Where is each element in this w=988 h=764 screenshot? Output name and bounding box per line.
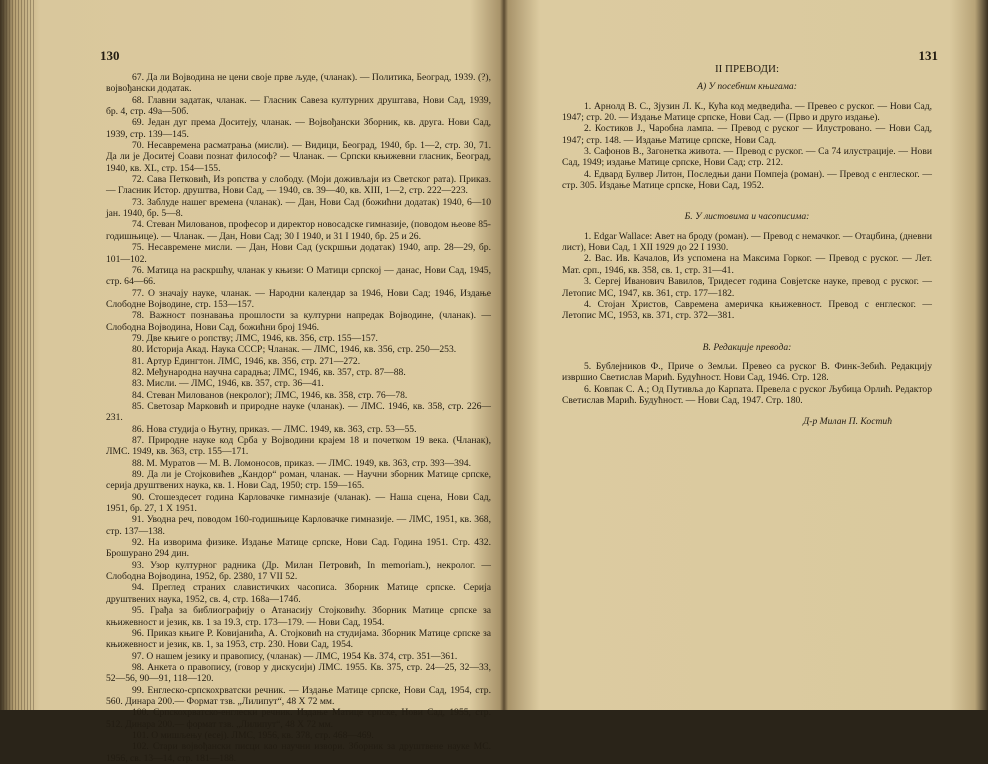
bibliography-entry: 102. Стари војвођански писци као научни извори. Зборник за друштвене науке МС. 1956, св. 13—14, стр. 181—188. [106,741,491,764]
bibliography-entry: 95. Грађа за библиографију о Атанасију Стојковићу. Зборник Матице српске за књижевност и језик, кв. 1 за 19.3, стр. 173—179. — Нови Сад, 1954. [106,605,491,628]
bibliography-entry: 100. Српскохрватско-енглески речник. Издање Матице српске, Нови Сад, 1955, стр. 512. Динара 200.— формат тзв. „Лилипут“, 48 X 72 мм. [106,707,491,730]
bibliography-entry: 79. Две књиге о ропству; ЛМС, 1946, кв. 356, стр. 155—157. [132,332,378,344]
page-number: 131 [918,48,938,63]
section-heading: II ПРЕВОДИ: [714,63,780,75]
bibliography-entry: 99. Енглеско-српскохрватски речник. — Издање Матице српске, Нови Сад, 1954, стр. 560. Динара 200.— Формат тзв. „Лилипут“, 48 X 72 мм. [106,684,491,707]
page-number: 130 [100,48,120,63]
bibliography-entry: 91. Уводна реч, поводом 160-годишњице Карловачке гимназије. — ЛМС, 1951, кв. 368, стр. 137—138. [106,514,491,537]
translation-entry: 1. Edgar Wallace: Авет на броду (роман). — Превод с немачког. — Отаџбина, (дневни лист), Нови Сад, 1 XII 1929 до 22 I 1930. [562,230,932,254]
bibliography-entry: 92. На изворима физике. Издање Матице српске, Нови Сад. Година 1951. Стр. 432. Брошурано 294 дин. [106,537,491,560]
bibliography-entry: 80. Историја Акад. Наука СССР; Чланак. — ЛМС, 1946, кв. 356, стр. 250—253. [132,344,457,356]
subsection-title: В. Редакције превода: [702,341,792,353]
translation-entry: 3. Сергеј Иванович Вавилов, Тридесет година Совјетске науке, превод с руског. — Летопис МС, 1947, кв. 361, стр. 177—182. [562,276,932,299]
bibliography-entry: 89. Да ли је Стојковићев „Кандор“ роман, чланак. — Научни зборник Матице српске, серија друштвених наука, кв. 1. Нови Сад, 1950; стр. 159—165. [106,469,491,492]
bibliography-entry: 69. Један дуг према Доситеју, чланак. — Војвођански Зборник, кв. друга. Нови Сад, 1939, стр. 139—145. [106,117,491,140]
bibliography-entry: 82. Међународна научна сарадња; ЛМС, 1946, кв. 357, стр. 87—88. [132,366,406,378]
translation-entry: 2. Костиков Ј., Чаробна лампа. — Превод с руског — Илустровано. — Нови Сад, 1947; стр. 148. — Издање Матице српске, Нови Сад. [562,123,932,146]
translation-entry: 3. Сафонов В., Загонетка живота. — Превод с руског. — Са 74 илустрације. — Нови Сад, 1949; издање Матице српске, Нови Сад; стр. 212. [562,146,932,169]
bibliography-entry: 93. Узор културног радника (Др. Милан Петровић, In memoriam.), некролог. — Слободна Војводина, 1952, бр. 2380, 17 VII 52. [106,559,491,583]
bibliography-entry: 78. Важност познавања прошлости за културни напредак Војводине, (чланак). — Слободна Војводина, Нови Сад, божићни број 1946. [106,310,491,333]
translation-entry: 4. Едвард Булвер Литон, Последњи дани Помпеја (роман). — Превод с енглеског. — стр. 305. Издање Матице српске, Нови Сад, 1952. [562,168,932,192]
translation-entry: 5. Бублејников Ф., Приче о Земљи. Превео са руског В. Финк-Зебић. Редакцију извршио Светислав Марић. Будућност. Нови Сад, 1946. Стр. 128. [562,360,932,384]
bibliography-entry: 101. О мишљењу (есеј). ЛМС, 1956, кв. 378, стр. 468—469. [132,729,374,741]
bibliography-entry: 97. О нашем језику и правопису, (чланак) — ЛМС, 1954 Кв. 374, стр. 351—361. [132,650,458,662]
bibliography-list [106,72,491,764]
bibliography-entry: 76. Матица на раскршћу, чланак у књизи: О Матици српској — данас, Нови Сад, 1945, стр. 64—66. [106,264,491,288]
translations-section [562,64,932,428]
bibliography-entry: 96. Приказ књиге Р. Ковијанића, А. Стојковић на студијама. Зборник Матице српске за књижевност и језик, кв. 1, за 1953, стр. 230. Нови Сад, 1954. [106,627,491,651]
bibliography-entry: 75. Несавремене мисли. — Дан, Нови Сад (ускршњи додатак) 1940, апр. 28—29, бр. 101—102. [106,242,491,265]
translation-entry: 2. Вас. Ив. Качалов, Из успомена на Максима Горког. — Превод с руског. — Лет. Мат. срп., 1946, кв. 358, св. 1, стр. 31—41. [562,253,932,276]
bibliography-entry: 70. Несавремена расматрања (мисли). — Видици, Београд, 1940, бр. 1—2, стр. 30, 71. Да ли је Доситеј Соави познат философ? — Чланак. — Српски књижевни гласник, Београд, 1940, кв. XL, стр. 154—155. [106,140,491,174]
bibliography-entry: 87. Природне науке код Срба у Војводини крајем 18 и почетком 19 века. (Чланак), ЛМС. 1949, кв. 363, стр. 155—171. [106,435,491,458]
subsection-title: А) У посебним књигама: [697,81,797,93]
bibliography-entry: 90. Стошездесет година Карловачке гимназије (чланак). — Наша сцена, Нови Сад, 1951, бр. 27, 1 X 1951. [106,491,491,515]
translation-entry: 1. Арнолд В. С., Зјузин Л. К., Кућа код медведића. — Превео с руског. — Нови Сад, 1947; стр. 20. — Издање Матице српске, Нови Сад. — (Прво и друго издање). [562,100,932,124]
translation-entry: 4. Стојан Христов, Савремена америчка књижевност. Превод с енглеског. — Летопис МС, 1953, кв. 371, стр. 372—381. [562,298,932,322]
bibliography-entry: 84. Стеван Милованов (некролог); ЛМС, 1946, кв. 358, стр. 76—78. [132,389,408,401]
bibliography-entry: 74. Стеван Милованов, професор и директор новосадске гимназије, (поводом њеове 85-годишњице). — Чланак. — Дан, Нови Сад; 30 I 1940, и 31 I 1940, бр. 25 и 26. [106,219,491,242]
bibliography-entry: 67. Да ли Војводина не цени своје прве људе, (чланак). — Политика, Београд, 1939. (?), војвођански додатак. [106,72,491,95]
page-edges [0,0,34,710]
bibliography-entry: 85. Светозар Марковић и природне науке (чланак). — ЛМС. 1946, кв. 358, стр. 226—231. [106,400,491,424]
bibliography-entry: 81. Артур Едингтон. ЛМС, 1946, кв. 356, стр. 271—272. [132,355,361,367]
bibliography-entry: 88. М. Муратов — М. В. Ломоносов, приказ. — ЛМС. 1949, кв. 363, стр. 393—394. [132,457,471,469]
subsections [562,81,932,406]
bibliography-entry: 73. Заблуде нашег времена (чланак). — Дан, Нови Сад (божићни додатак) 1940, 6—10 јан. 1940, бр. 5—8. [106,196,491,220]
bibliography-entry: 94. Преглед страних славистичких часописа. Зборник Матице српске. Серија друштвених наука, 1952, св. 4, стр. 168а—174б. [106,582,491,605]
left-page [30,0,498,764]
author-signature: Д-р Милан П. Костић [803,416,892,428]
bibliography-entry: 86. Нова студија о Њутну, приказ. — ЛМС. 1949, кв. 363, стр. 53—55. [132,423,417,435]
bibliography-entry: 68. Главни задатак, чланак. — Гласник Савеза културних друштава, Нови Сад, 1939, бр. 4, стр. 49а—50б. [106,94,491,118]
bibliography-entry: 77. О значају науке, чланак. — Народни календар за 1946, Нови Сад; 1946, Издање Слободне Војводине, стр. 153—157. [106,287,491,310]
translation-entry: 6. Ковпак С. А.; Од Путивља до Карпата. Превела с руског Љубица Орлић. Редактор Светислав Марић. Будућност. — Нови Сад, 1947. Стр. 180. [562,383,932,406]
bibliography-entry: 98. Анкета о правопису, (говор у дискусији) ЛМС. 1955. Кв. 375, стр. 24—25, 32—33, 52—56, 90—91, 118—120. [106,661,491,685]
bibliography-entry: 83. Мисли. — ЛМС, 1946, кв. 357, стр. 36—41. [132,378,324,390]
right-page [512,0,960,710]
subsection-title: Б. У листовима и часописима: [684,211,810,223]
bibliography-entry: 72. Сава Петковић, Из ропства у слободу. (Моји доживљаји из Светског рата). Приказ. — Гласник Истор. друштва, Нови Сад, — 1940, св. 39—40, кв. XIII, 1—2, стр. 222—223. [106,174,491,197]
